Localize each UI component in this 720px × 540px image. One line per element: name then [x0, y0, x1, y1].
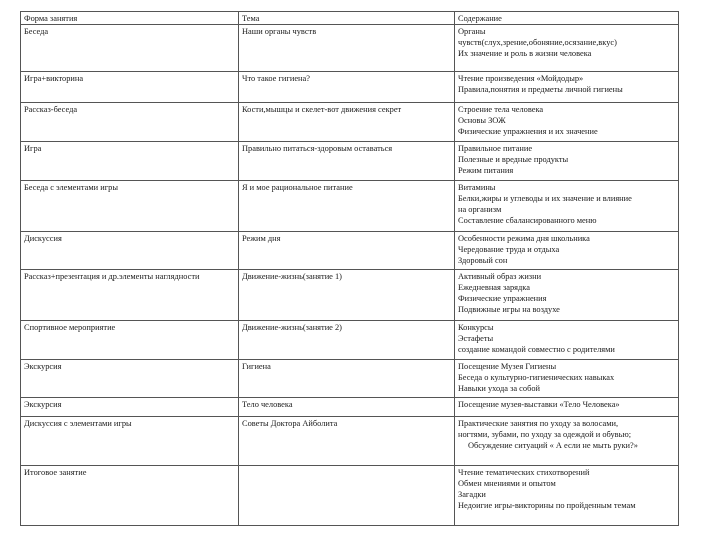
content-line: Эстафеты: [458, 334, 494, 343]
cell-form: Экскурсия: [21, 398, 239, 417]
content-line: Основы ЗОЖ: [458, 116, 506, 125]
cell-content: [455, 232, 679, 270]
content-line: Подвижные игры на воздухе: [458, 305, 560, 314]
content-line: Витамины: [458, 183, 496, 192]
content-line: чувств(слух,зрение,обоняние,осязание,вкус): [458, 38, 617, 47]
content-line: Практические занятия по уходу за волосами,: [458, 419, 619, 428]
content-line: Белки,жиры и углеводы и их значение и влияние: [458, 194, 632, 203]
cell-form: Экскурсия: [21, 360, 239, 398]
cell-content: [455, 321, 679, 360]
header-topic: Тема: [239, 12, 455, 25]
cell-topic: Что такое гигиена?: [239, 72, 455, 103]
cell-content: [455, 181, 679, 232]
table-header-row: [21, 12, 679, 25]
cell-topic: Правильно питаться-здоровым оставаться: [239, 142, 455, 181]
cell-topic: [239, 466, 455, 526]
content-line: Конкурсы: [458, 323, 494, 332]
content-line: Полезные и вредные продукты: [458, 155, 569, 164]
cell-form: Дискуссия: [21, 232, 239, 270]
cell-topic: Режим дня: [239, 232, 455, 270]
content-line: Беседа о культурно-гигиенических навыках: [458, 373, 615, 382]
cell-topic: Советы Доктора Айболита: [239, 417, 455, 466]
content-line: Физические упражнения и их значение: [458, 127, 598, 136]
content-line: Посещение музея-выставки «Тело Человека»: [458, 400, 620, 409]
table-row: [21, 321, 679, 360]
content-line: Недоигие игры-викторины по пройденным темам: [458, 501, 636, 510]
content-line: Их значение и роль в жизни человека: [458, 49, 592, 58]
table-row: [21, 142, 679, 181]
content-line: Здоровый сон: [458, 256, 508, 265]
table-row: [21, 103, 679, 142]
content-line: Чередование труда и отдыха: [458, 245, 560, 254]
cell-content: [455, 72, 679, 103]
content-line: Чтение произведения «Мойдодыр»: [458, 74, 584, 83]
cell-topic: Я и мое рациональное питание: [239, 181, 455, 232]
cell-form: Рассказ-беседа: [21, 103, 239, 142]
content-line: ногтями, зубами, по уходу за одеждой и обувью;: [458, 430, 632, 439]
cell-content: [455, 25, 679, 72]
cell-content: [455, 142, 679, 181]
cell-form: Беседа с элементами игры: [21, 181, 239, 232]
content-line: Особенности режима дня школьника: [458, 234, 590, 243]
content-line: Ежедневная зарядка: [458, 283, 530, 292]
content-line: Правила,понятия и предметы личной гигиены: [458, 85, 623, 94]
content-line: Правильное питание: [458, 144, 533, 153]
content-line: Активный образ жизни: [458, 272, 542, 281]
header-content: Содержание: [455, 12, 679, 25]
cell-content: [455, 270, 679, 321]
cell-form: Игра: [21, 142, 239, 181]
content-line: Чтение тематических стихотворений: [458, 468, 590, 477]
content-line: Загадки: [458, 490, 486, 499]
cell-topic: Гигиена: [239, 360, 455, 398]
cell-content: [455, 466, 679, 526]
table-row: [21, 181, 679, 232]
content-line: Обсуждение ситуаций « А если не мыть руки?»: [468, 441, 638, 450]
content-line: Органы: [458, 27, 486, 36]
cell-form: Итоговое занятие: [21, 466, 239, 526]
content-line: создание командой совместно с родителями: [458, 345, 615, 354]
cell-topic: Наши органы чувств: [239, 25, 455, 72]
cell-content: [455, 417, 679, 466]
content-line: Обмен мнениями и опытом: [458, 479, 556, 488]
cell-topic: Движение-жизнь(занятие 1): [239, 270, 455, 321]
content-line: Строение тела человека: [458, 105, 544, 114]
cell-content: [455, 360, 679, 398]
cell-form: Спортивное мероприятие: [21, 321, 239, 360]
table-row: [21, 417, 679, 466]
content-line: Посещение Музея Гигиены: [458, 362, 557, 371]
cell-topic: Кости,мышцы и скелет-вот движения секрет: [239, 103, 455, 142]
cell-form: Игра+викторина: [21, 72, 239, 103]
content-line: Навыки ухода за собой: [458, 384, 541, 393]
table-row: [21, 270, 679, 321]
table-row: [21, 25, 679, 72]
cell-form: Дискуссия с элементами игры: [21, 417, 239, 466]
table-row: [21, 466, 679, 526]
cell-topic: Движение-жизнь(занятие 2): [239, 321, 455, 360]
lesson-plan-table: [20, 11, 679, 526]
cell-topic: Тело человека: [239, 398, 455, 417]
table-row: [21, 72, 679, 103]
header-form: Форма занятия: [21, 12, 239, 25]
content-line: Составление сбалансированного меню: [458, 216, 597, 225]
content-line: Физические упражнения: [458, 294, 547, 303]
table-row: [21, 232, 679, 270]
cell-form-text: Рассказ+презентация и др.элементы наглядности: [24, 272, 200, 281]
table-row: [21, 360, 679, 398]
cell-form: Беседа: [21, 25, 239, 72]
cell-content: [455, 398, 679, 417]
table-row: [21, 398, 679, 417]
content-line: на организм: [458, 205, 502, 214]
content-line: Режим питания: [458, 166, 514, 175]
cell-form: [21, 270, 239, 321]
cell-content: [455, 103, 679, 142]
